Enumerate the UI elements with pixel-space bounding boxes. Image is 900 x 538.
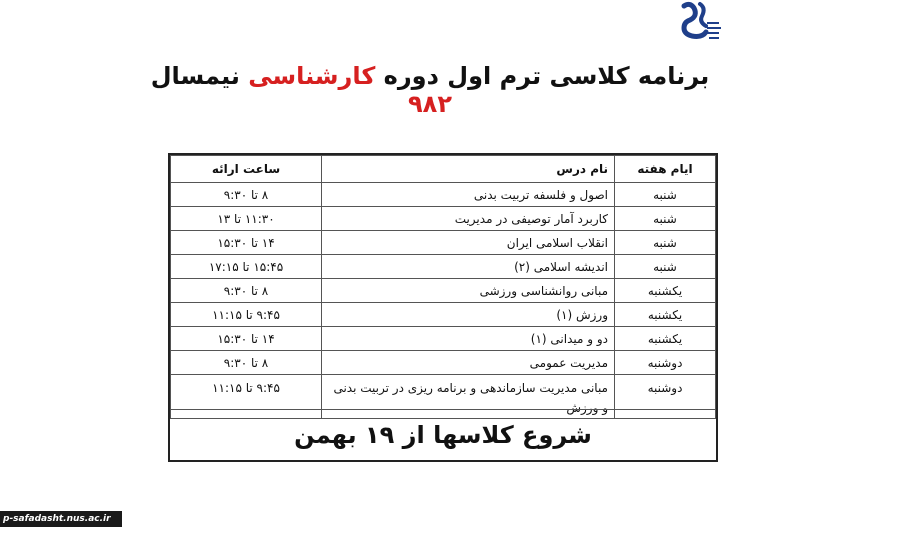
- title-part1: برنامه کلاسی ترم اول دوره: [383, 62, 710, 90]
- cell-day: یکشنبه: [615, 303, 716, 327]
- cell-time: ۸ تا ۹:۳۰: [171, 279, 322, 303]
- cell-time: ۱۱:۳۰ تا ۱۳: [171, 207, 322, 231]
- table-header-row: [171, 156, 716, 183]
- table-row: [171, 183, 716, 207]
- header-day: ایام هفته: [615, 156, 716, 183]
- cell-time: ۹:۴۵ تا ۱۱:۱۵: [171, 303, 322, 327]
- table-row: [171, 327, 716, 351]
- cell-day: یکشنبه: [615, 327, 716, 351]
- cell-time: ۱۵:۴۵ تا ۱۷:۱۵: [171, 255, 322, 279]
- university-logo: [676, 0, 726, 54]
- cell-day: شنبه: [615, 231, 716, 255]
- cell-course: دو و میدانی (۱): [322, 327, 615, 351]
- site-watermark: p-safadasht.nus.ac.ir: [0, 511, 122, 527]
- title-term: ۹۸۲: [408, 90, 452, 118]
- cell-course: انقلاب اسلامی ایران: [322, 231, 615, 255]
- cell-day: شنبه: [615, 207, 716, 231]
- cell-time: ۱۴ تا ۱۵:۳۰: [171, 231, 322, 255]
- table-row: [171, 351, 716, 375]
- cell-course: اصول و فلسفه تربیت بدنی: [322, 183, 615, 207]
- cell-course: ورزش (۱): [322, 303, 615, 327]
- table-row: [171, 231, 716, 255]
- cell-day: شنبه: [615, 183, 716, 207]
- table-row: [171, 303, 716, 327]
- table-row: [171, 279, 716, 303]
- cell-time: ۱۴ تا ۱۵:۳۰: [171, 327, 322, 351]
- cell-day: دوشنبه: [615, 375, 716, 419]
- cell-time: ۸ تا ۹:۳۰: [171, 183, 322, 207]
- header-time: ساعت ارائه: [171, 156, 322, 183]
- cell-day: دوشنبه: [615, 351, 716, 375]
- classes-start-note: شروع کلاسها از ۱۹ بهمن: [170, 409, 716, 460]
- table-row: [171, 207, 716, 231]
- title-part2: نیمسال: [150, 62, 240, 90]
- cell-course: مبانی روانشناسی ورزشی: [322, 279, 615, 303]
- table-row: [171, 255, 716, 279]
- schedule-table: [168, 153, 718, 462]
- cell-time: ۸ تا ۹:۳۰: [171, 351, 322, 375]
- cell-course: کاربرد آمار توصیفی در مدیریت: [322, 207, 615, 231]
- cell-course: اندیشه اسلامی (۲): [322, 255, 615, 279]
- cell-course: مبانی مدیریت سازماندهی و برنامه ریزی در تربیت بدنی و ورزش: [322, 375, 615, 419]
- cell-day: یکشنبه: [615, 279, 716, 303]
- page-title: [150, 62, 710, 118]
- cell-day: شنبه: [615, 255, 716, 279]
- header-course: نام درس: [322, 156, 615, 183]
- cell-course: مدیریت عمومی: [322, 351, 615, 375]
- title-highlight: کارشناسی: [248, 62, 376, 90]
- cell-time: ۹:۴۵ تا ۱۱:۱۵: [171, 375, 322, 419]
